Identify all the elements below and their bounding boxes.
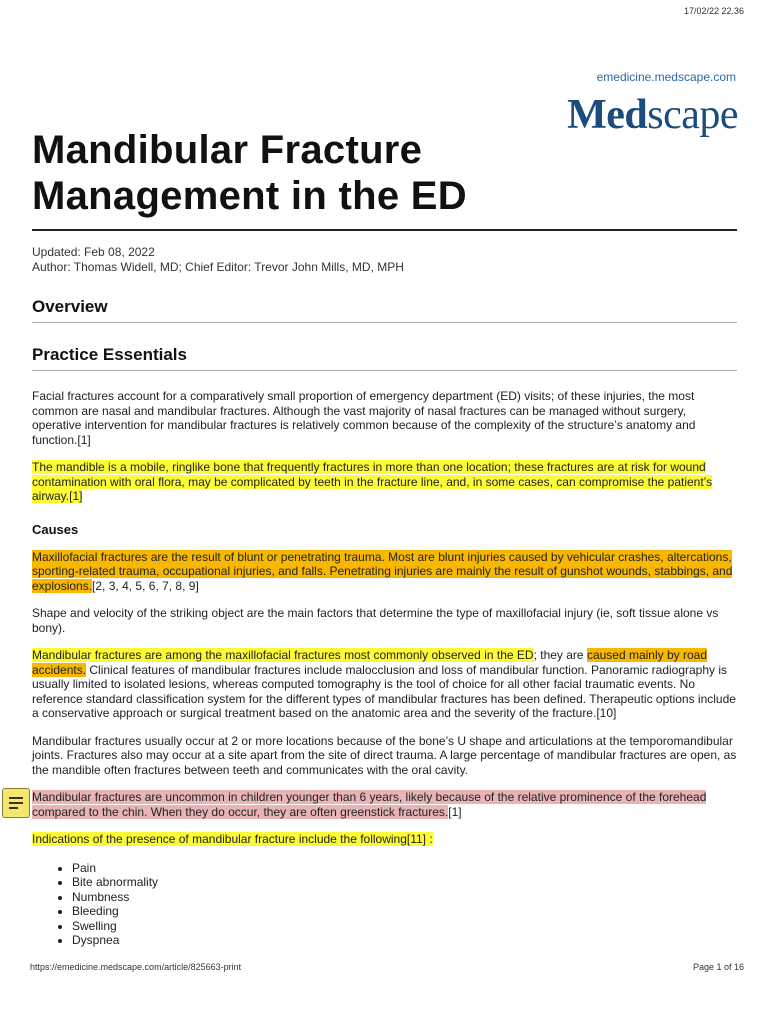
practice-divider bbox=[32, 370, 737, 371]
indications-list bbox=[32, 861, 737, 948]
list-item: • Swelling bbox=[72, 919, 737, 934]
paragraph-1: Facial fractures account for a comparatively small proportion of emergency department (ED) visits; of these injuries, the most common are nasal and mandibular fractures. Although the vast majority of nasal fractures can be managed without surgery, operative intervention for mandibular fractures is relatively common because of the complexity of the structure’s anatomy and function.[1] bbox=[32, 389, 696, 447]
list-item: • Dyspnea bbox=[72, 933, 737, 948]
list-item: • Bite abnormality bbox=[72, 875, 737, 890]
highlight-yellow: Indications of the presence of mandibular fracture include the following[11] : bbox=[32, 832, 433, 846]
paragraph-6: Mandibular fractures usually occur at 2 or more locations because of the bone’s U shape and articulations at the temporomandibular joints. Fractures also may occur at a site apart from the site of direct trauma. A large percentage of mandibular fractures are open, as the mandible often fractures between teeth and communicates with the oral cavity. bbox=[32, 733, 737, 777]
logo-med: Med bbox=[567, 92, 648, 138]
overview-divider bbox=[32, 322, 737, 323]
article-meta bbox=[32, 245, 737, 275]
paragraph-5 bbox=[32, 648, 737, 721]
logo-scape: scape bbox=[647, 92, 738, 138]
list-item: • Pain bbox=[72, 861, 737, 876]
practice-essentials-section bbox=[32, 345, 737, 371]
paragraph-5-mid: ; they are bbox=[533, 648, 587, 662]
practice-essentials-heading: Practice Essentials bbox=[32, 345, 187, 364]
highlight-orange: caused mainly by road accidents. bbox=[32, 648, 708, 677]
highlight-orange: Maxillofacial fractures are the result of blunt or penetrating trauma. Most are blunt injuries caused by vehicular crashes, altercations, sporting-related trauma, occupational injuries, and falls. Penetrating injuries are mainly the result of gunshot wounds, stabbings, and explosions. bbox=[32, 549, 733, 593]
page-number: Page 1 of 16 bbox=[692, 962, 744, 972]
causes-heading: Causes bbox=[32, 521, 79, 537]
title-divider bbox=[32, 229, 737, 231]
title-line-2: Management in the ED bbox=[32, 174, 467, 218]
paragraph-3-refs: [2, 3, 4, 5, 6, 7, 8, 9] bbox=[92, 578, 199, 593]
paragraph-3 bbox=[32, 550, 737, 594]
sticky-note-icon[interactable] bbox=[2, 788, 30, 818]
article-title bbox=[32, 127, 737, 219]
highlight-pink: Mandibular fractures are uncommon in children younger than 6 years, likely because of the relative prominence of the forehead compared to the chin. When they do occur, they are often greenstick fractures. bbox=[32, 790, 707, 819]
author-line: Author: Thomas Widell, MD; Chief Editor: Trevor John Mills, MD, MPH bbox=[32, 260, 404, 274]
list-item: • Numbness bbox=[72, 890, 737, 905]
title-line-1: Mandibular Fracture bbox=[32, 128, 423, 172]
paragraph-4: Shape and velocity of the striking object are the main factors that determine the type of maxillofacial injury (ie, soft tissue alone vs bony). bbox=[32, 606, 719, 635]
footer-url: https://emedicine.medscape.com/article/825663-print bbox=[30, 962, 242, 972]
overview-section bbox=[32, 297, 737, 323]
site-link[interactable]: emedicine.medscape.com bbox=[596, 70, 736, 84]
print-timestamp: 17/02/22 22.36 bbox=[683, 6, 744, 16]
list-item: • Bleeding bbox=[72, 904, 737, 919]
highlight-yellow: Mandibular fractures are among the maxillofacial fractures most commonly observed in the ED bbox=[32, 648, 534, 662]
paragraph-7 bbox=[32, 790, 737, 819]
paragraph-2 bbox=[32, 460, 737, 504]
paragraph-8 bbox=[32, 832, 737, 847]
article-content bbox=[32, 127, 737, 948]
paragraph-5-rest: Clinical features of mandibular fractures include malocclusion and loss of mandibular function. Panoramic radiography is usually limited to isolated lesions, whereas computed tomography is the tool of choice for all other facial traumatic events. No reference standard classification system for the different types of mandibular fractures has been defined. Therapeutic options include a conservative approach or surgical treatment based on the anatomic area and the severity of the fracture.[10] bbox=[32, 662, 736, 720]
highlight-yellow: The mandible is a mobile, ringlike bone that frequently fractures in more than one location; these fractures are at risk for wound contamination with oral flora, may be complicated by teeth in the fracture line, and, in some cases, can compromise the patient’s airway.[1] bbox=[32, 460, 713, 503]
overview-heading: Overview bbox=[32, 297, 108, 316]
updated-date: Updated: Feb 08, 2022 bbox=[32, 245, 155, 259]
paragraph-7-refs: [1] bbox=[448, 804, 462, 819]
